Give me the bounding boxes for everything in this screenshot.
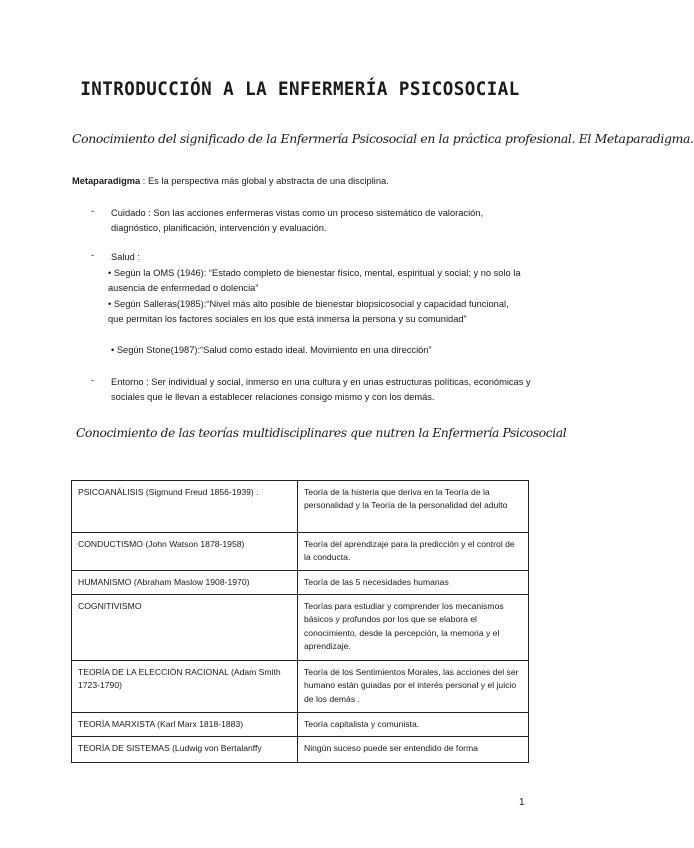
page-number: 1 xyxy=(519,797,525,808)
theory-cell: CONDUCTISMO (John Watson 1878-1958) xyxy=(72,533,298,571)
table-row xyxy=(72,481,529,533)
section1-heading: Conocimiento del significado de la Enfermería Psicosocial en la práctica profesional. El Metaparadigma. xyxy=(72,131,694,146)
section2-heading: Conocimiento de las teorías multidisciplinares que nutren la Enfermería Psicosocial xyxy=(76,426,567,440)
metaparadigma-paragraph xyxy=(72,174,542,189)
description-cell: Teoría de la histeria que deriva en la Teoría de la personalidad y la Teoría de la personalidad del adulto xyxy=(298,481,529,533)
theory-cell: HUMANISMO (Abraham Maslow 1908-1970) xyxy=(72,571,298,595)
metaparadigma-definition: : Es la perspectiva más global y abstracta de una disciplina. xyxy=(140,176,389,186)
theory-cell: TEORÍA DE SISTEMAS (Ludwig von Bertalanffy xyxy=(72,737,298,763)
bullet-salud-label: Salud : xyxy=(111,252,140,262)
theories-table xyxy=(71,480,529,763)
bullet-cuidado: Cuidado : Son las acciones enfermeras vistas como un proceso sistemático de valoración, diagnóstico, planificación, intervención y evaluación. xyxy=(111,208,484,234)
table-row xyxy=(72,533,529,571)
description-cell: Teoría de las 5 necesidades humanas xyxy=(298,571,529,595)
salud-salleras: • Según Salleras(1985):“Nivel más alto posible de bienestar biopsicosocial y capacidad funcional, que permitan los factores sociales en los que está inmersa la persona y su comunidad” xyxy=(108,299,509,325)
description-cell: Teorías para estudiar y comprender los mecanismos básicos y profundos por los que se elabora el conocimiento, desde la percepción, la memoria y el aprendizaje. xyxy=(298,595,529,661)
bullet-dash-cuidado: - xyxy=(91,206,95,216)
table-row xyxy=(72,713,529,737)
salud-oms: • Según la OMS (1946): “Estado completo de bienestar físico, mental, espiritual y social; y no solo la ausencia de enfermedad o dolencia” xyxy=(108,268,521,294)
table-row xyxy=(72,595,529,661)
bullet-dash-entorno: - xyxy=(91,375,95,385)
bullet-dash-salud: - xyxy=(91,250,95,260)
salud-stone: • Según Stone(1987):“Salud como estado ideal. Movimiento en una dirección” xyxy=(111,345,432,355)
description-cell: Ningún suceso puede ser entendido de forma xyxy=(298,737,529,763)
theory-cell: TEORÍA DE LA ELECCIÓN RACIONAL (Adam Smith 1723-1790) xyxy=(72,661,298,713)
theory-cell: PSICOANÁLISIS (Sigmund Freud 1856-1939) . xyxy=(72,481,298,533)
description-cell: Teoría de los Sentimientos Morales, las acciones del ser humano están guiadas por el interés personal y el juicio de los demás . xyxy=(298,661,529,713)
table-row xyxy=(72,737,529,763)
theory-cell: COGNITIVISMO xyxy=(72,595,298,661)
table-row xyxy=(72,661,529,713)
table-row xyxy=(72,571,529,595)
description-cell: Teoría capitalista y comunista. xyxy=(298,713,529,737)
bullet-entorno: Entorno : Ser individual y social, inmerso en una cultura y en unas estructuras políticas, económicas y sociales que le llevan a establecer relaciones consigo mismo y con los demás. xyxy=(111,377,531,403)
theory-cell: TEORÍA MARXISTA (Karl Marx 1818-1883) xyxy=(72,713,298,737)
document-title: INTRODUCCIÓN A LA ENFERMERÍA PSICOSOCIAL xyxy=(80,78,520,100)
description-cell: Teoría del aprendizaje para la predicción y el control de la conducta. xyxy=(298,533,529,571)
metaparadigma-term: Metaparadigma xyxy=(72,176,141,186)
